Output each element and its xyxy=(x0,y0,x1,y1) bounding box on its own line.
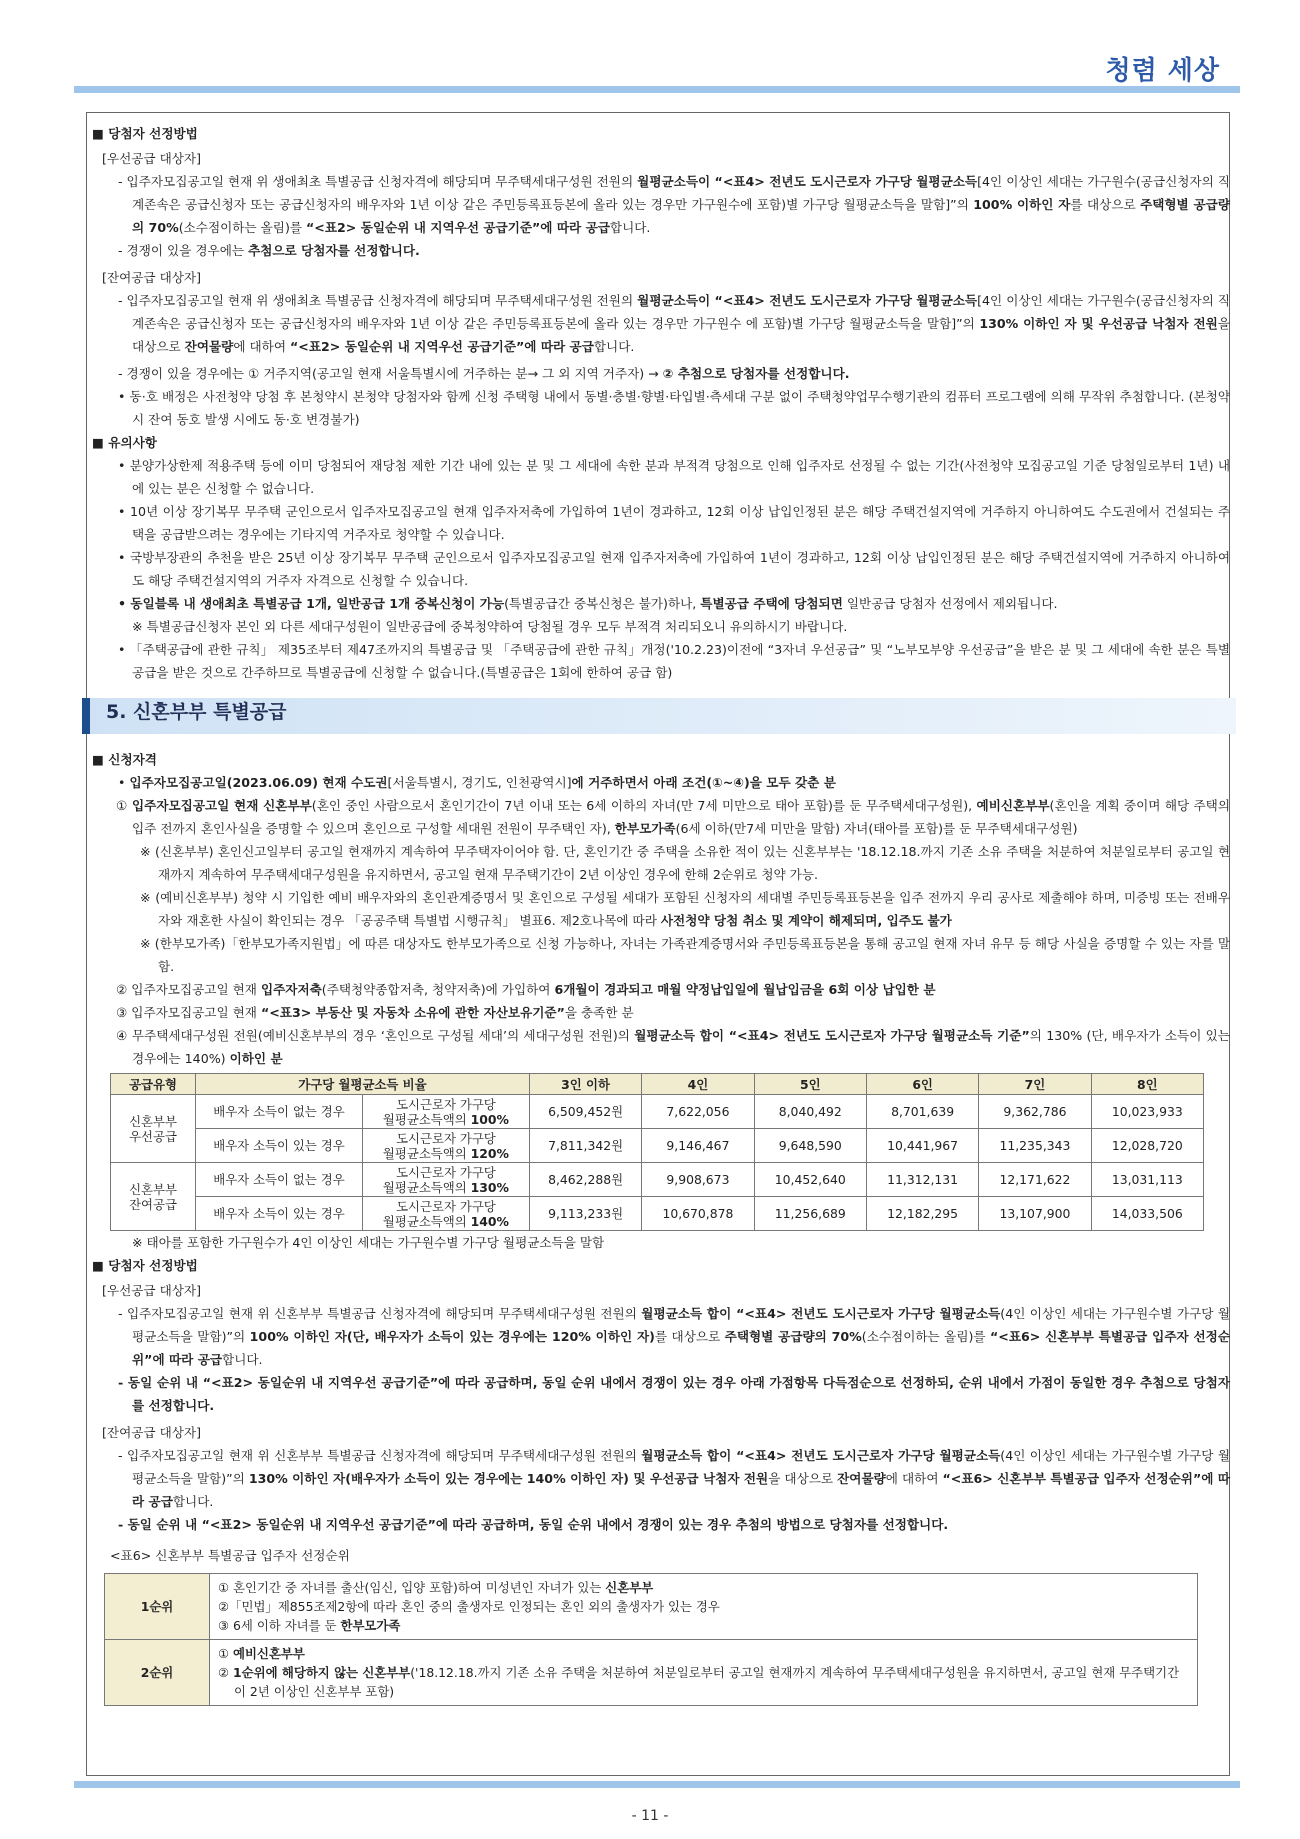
text: 도시근로자 가구당 xyxy=(396,1096,496,1112)
text: 예비신혼부부 xyxy=(976,798,1050,813)
income-header: 6인 xyxy=(866,1074,978,1095)
text: (혼인 중인 사람으로서 혼인기간이 7년 이내 또는 6세 이하의 자녀(만 7세 미만으로 태아 포함)를 둔 무주택세대구성원), xyxy=(311,798,977,813)
value-cell: 7,811,342원 xyxy=(529,1129,641,1163)
text: 를 대상으로 xyxy=(654,1329,725,1344)
text: 도시근로자 가구당 xyxy=(396,1164,496,1180)
text: “<표6> 신혼부부 특별공급 입주자 선정순위”에 따라 공급 xyxy=(132,1471,1230,1509)
income-header: 5인 xyxy=(754,1074,866,1095)
condition-2 xyxy=(100,978,1230,1001)
rank-table-title: <표6> 신혼부부 특별공급 입주자 선정순위 xyxy=(110,1548,350,1563)
priority-desc xyxy=(100,170,1230,239)
remain-desc xyxy=(100,289,1230,358)
logo-text: 청렴 세상 xyxy=(1105,56,1220,86)
value-cell: 10,023,933 xyxy=(1091,1095,1203,1129)
text: 추첨으로 당첨자를 선정합니다. xyxy=(248,243,420,258)
value-cell: 12,182,295 xyxy=(866,1197,978,1231)
text: 월평균소득 합이 “<표4> 전년도 도시근로자 가구당 월평균소득 xyxy=(641,1448,1001,1463)
text: 합니다. xyxy=(172,1494,214,1509)
condition-1 xyxy=(100,794,1230,840)
income-header: 공급유형 xyxy=(111,1074,196,1095)
page-content xyxy=(92,122,1230,1706)
text: 6개월이 경과되고 매월 약정납입일에 월납입금을 6회 이상 납입한 분 xyxy=(554,982,936,997)
text: 월평균소득액의 xyxy=(382,1179,471,1195)
text: 한부모가족 xyxy=(614,821,676,836)
caution-4 xyxy=(100,592,1230,615)
caution-5: • 「주택공급에 관한 규칙」 제35조부터 제47조까지의 특별공급 및 「주택공급에 관한 규칙」개정('10.2.23)이전에 “3자녀 우선공급” 및 “노부모부양 우선공급”을 받은 분 및 그 세대에 속한 분은 특별공급을 받은 것으로 간주하므로 특별공급에 신청할 수 없습니다.(특별공급은 1회에 한하여 공급 함) xyxy=(118,642,1230,680)
ratio-cell xyxy=(362,1095,529,1129)
table-row xyxy=(111,1129,1204,1163)
ratio-cell xyxy=(362,1163,529,1197)
text: 월평균소득액의 xyxy=(382,1111,471,1127)
text: ④ 무주택세대구성원 전원(예비신혼부부의 경우 ‘혼인으로 구성될 세대’의 세대구성원 전원)의 xyxy=(116,1028,635,1043)
text: 월평균소득액의 xyxy=(382,1213,471,1229)
value-cell: 12,028,720 xyxy=(1091,1129,1203,1163)
value-cell: 11,235,343 xyxy=(979,1129,1091,1163)
text: (6세 이하(만7세 미만을 말함) 자녀(태아를 포함)를 둔 무주택세대구성원) xyxy=(675,821,1078,836)
top-bar xyxy=(74,86,1240,93)
text: 100% 이하인 자 xyxy=(973,197,1071,212)
text: - 입주자모집공고일 현재 위 신혼부부 특별공급 신청자격에 해당되며 무주택세대구성원 전원의 xyxy=(118,1448,642,1463)
value-cell: 13,031,113 xyxy=(1091,1163,1203,1197)
condition-1-note-3: ※ (한부모가족)「한부모가족지원법」에 따른 대상자도 한부모가족으로 신청 가능하나, 자녀는 가족관계증명서와 주민등록표등본을 통해 공고일 현재 자녀 유무 등 해당 사실을 증명할 수 있는 자를 말함. xyxy=(140,936,1230,974)
rank-line xyxy=(218,1616,1189,1635)
text: 합니다. xyxy=(222,1352,263,1367)
text: 주택형별 공급량의 70% xyxy=(724,1329,862,1344)
text: 한부모가족 xyxy=(340,1618,401,1633)
rank-content xyxy=(210,1574,1198,1640)
text: [4인 이상인 세대는 가구원수(공급신청자의 직계존속은 공급신청자 또는 공급신청자의 배우자와 1년 이상 같은 주민등록표등본에 올라 있는 경우만 가구원수 에 포함)별 가구당 월평균소득을 말함]”의 xyxy=(132,293,1230,331)
value-cell: 9,908,673 xyxy=(642,1163,754,1197)
newlywed-priority-competition: - 동일 순위 내 “<표2> 동일순위 내 지역우선 공급기준”에 따라 공급하며, 동일 순위 내에서 경쟁이 있는 경우 아래 가점항목 다득점순으로 선정하되, 순위 내에서 가점이 동일한 경우 추첨으로 당첨자를 선정합니다. xyxy=(118,1375,1230,1413)
text: (주택청약종합저축, 청약저축)에 가입하여 xyxy=(321,982,555,997)
value-cell: 6,509,452원 xyxy=(529,1095,641,1129)
rank-content xyxy=(210,1640,1198,1706)
text: ③ 입주자모집공고일 현재 xyxy=(116,1005,261,1020)
rank-line xyxy=(218,1644,1189,1663)
text: 를 대상으로 xyxy=(1070,197,1141,212)
caution-1: • 분양가상한제 적용주택 등에 이미 당첨되어 재당첨 제한 기간 내에 있는 분 및 그 세대에 속한 분과 부적격 당첨으로 인해 입주자로 선정될 수 없는 기간(사전청약 모집공고일 기준 당첨일로부터 1년) 내에 있는 분은 신청할 수 없습니다. xyxy=(118,458,1230,496)
caution-note: ※ 특별공급신청자 본인 외 다른 세대구성원이 일반공급에 중복청약하여 당첨될 경우 모두 부적격 처리되오니 유의하시기 바랍니다. xyxy=(132,619,848,634)
text: 에 거주하면서 아래 조건(①~④)을 모두 갖춘 분 xyxy=(571,775,836,790)
text: 입주자모집공고일(2023.06.09) 현재 수도권 xyxy=(129,775,388,790)
text: 잔여물량 xyxy=(184,339,234,354)
bottom-bar xyxy=(74,1781,1240,1788)
text: 의 130% (단, 배우자가 소득이 있는 경우에는 140%) xyxy=(132,1028,1230,1066)
value-cell: 8,040,492 xyxy=(754,1095,866,1129)
rank-line xyxy=(218,1578,1189,1597)
rank-line xyxy=(218,1663,1189,1701)
condition-4 xyxy=(100,1024,1230,1070)
page-number: - 11 - xyxy=(631,1808,669,1824)
text: ③ 6세 이하 자녀를 둔 xyxy=(218,1618,341,1633)
value-cell: 11,256,689 xyxy=(754,1197,866,1231)
text: (소수점이하는 올림)를 xyxy=(178,220,307,235)
text: - 경쟁이 있을 경우에는 xyxy=(118,243,249,258)
text: 이하인 분 xyxy=(229,1051,283,1066)
ratio-cell xyxy=(362,1197,529,1231)
condition-1-note-1: ※ (신혼부부) 혼인신고일부터 공고일 현재까지 계속하여 무주택자이어야 함. 단, 혼인기간 중 주택을 소유한 적이 있는 신혼부부는 '18.12.18.까지 기존 소유 주택을 처분하여 처분일로부터 공고일 현재까지 계속하여 무주택세대구성원을 유지하면서, 공고일 현재 무주택기간이 2년 이상인 경우에 한해 2순위로 청약 가능. xyxy=(140,844,1230,882)
text: 을 대상으로 xyxy=(768,1471,838,1486)
text: 특별공급 주택에 당첨되면 xyxy=(700,596,843,611)
text: (4인 이상인 세대는 가구원수별 가구당 월평균소득을 말함)”의 xyxy=(132,1306,1230,1344)
text: 잔여물량 xyxy=(837,1471,886,1486)
text: 을 충족한 분 xyxy=(564,1005,634,1020)
text: 합니다. xyxy=(593,339,635,354)
rank-label: 1순위 xyxy=(105,1574,210,1640)
text: 월평균소득 합이 “<표4> 전년도 도시근로자 가구당 월평균소득 xyxy=(641,1306,1001,1321)
newlywed-priority-desc xyxy=(100,1302,1230,1371)
rank-line: ②「민법」제855조제2항에 따라 혼인 중의 출생자로 인정되는 혼인 외의 출생자가 있는 경우 xyxy=(218,1599,720,1614)
text: 예비신혼부부 xyxy=(233,1646,305,1661)
table-row xyxy=(105,1640,1198,1706)
condition-1-note-2 xyxy=(106,886,1230,932)
text: - 입주자모집공고일 현재 위 생애최초 특별공급 신청자격에 해당되며 무주택세대구성원 전원의 xyxy=(118,293,638,308)
rank-label: 2순위 xyxy=(105,1640,210,1706)
caution-2: • 10년 이상 장기복무 무주택 군인으로서 입주자모집공고일 현재 입주자저축에 가입하여 1년이 경과하고, 12회 이상 납입인정된 분은 해당 주택건설지역에 거주하지 아니하여도 수도권에서 건설되는 주택을 공급받으려는 경우에는 기타지역 거주자로 청약할 수 있습니다. xyxy=(118,504,1230,542)
priority-competition xyxy=(100,239,1230,262)
text: 주택형별 공급량의 70% xyxy=(132,197,1231,235)
text: ② 입주자모집공고일 현재 xyxy=(116,982,261,997)
text: 도시근로자 가구당 xyxy=(396,1130,496,1146)
text: 140% xyxy=(470,1213,509,1229)
supply-type-cell: 신혼부부 잔여공급 xyxy=(111,1163,196,1231)
condition-cell: 배우자 소득이 있는 경우 xyxy=(196,1197,363,1231)
text: 월평균소득액의 xyxy=(382,1145,471,1161)
text: • 동일블록 내 생애최초 특별공급 1개, 일반공급 1개 중복신청이 가능 xyxy=(118,596,505,611)
value-cell: 10,441,967 xyxy=(866,1129,978,1163)
income-header: 7인 xyxy=(979,1074,1091,1095)
value-cell: 8,462,288원 xyxy=(529,1163,641,1197)
text: 1순위에 해당하지 않는 신혼부부 xyxy=(233,1665,411,1680)
text: ① xyxy=(218,1646,234,1661)
text: 에 대하여 xyxy=(233,339,291,354)
remain-competition xyxy=(100,362,1230,385)
text: 사전청약 당첨 취소 및 계약이 해제되며, 입주도 불가 xyxy=(660,913,952,928)
ratio-cell xyxy=(362,1129,529,1163)
text: [서울특별시, 경기도, 인천광역시] xyxy=(387,775,572,790)
income-header-row xyxy=(111,1074,1204,1095)
text: 100% 이하인 자(단, 배우자가 소득이 있는 경우에는 120% 이하인 자) xyxy=(249,1329,655,1344)
text: 입주자모집공고일 현재 신혼부부 xyxy=(132,798,312,813)
value-cell: 10,452,640 xyxy=(754,1163,866,1197)
section-5-title-text: 5. 신혼부부 특별공급 xyxy=(106,701,287,723)
table-row xyxy=(111,1197,1204,1231)
text: 에 대하여 xyxy=(885,1471,943,1486)
value-cell: 9,113,233원 xyxy=(529,1197,641,1231)
text: 월평균소득이 “<표4> 전년도 도시근로자 가구당 월평균소득 xyxy=(637,293,978,308)
text: 130% 이하인 자 및 우선공급 낙첨자 전원 xyxy=(979,316,1218,331)
text: (특별공급간 중복신청은 불가)하나, xyxy=(504,596,701,611)
text: 월평균소득이 “<표4> 전년도 도시근로자 가구당 월평균소득 xyxy=(637,174,978,189)
newlywed-remain-desc xyxy=(100,1444,1230,1513)
text: (소수점이하는 올림)를 xyxy=(861,1329,991,1344)
text: 일반공급 당첨자 선정에서 제외됩니다. xyxy=(842,596,1058,611)
condition-cell: 배우자 소득이 없는 경우 xyxy=(196,1095,363,1129)
text: “<표2> 동일순위 내 지역우선 공급기준”에 따라 공급 xyxy=(290,339,594,354)
text: ② 추첨으로 당첨자를 선정합니다. xyxy=(662,366,850,381)
text: “<표3> 부동산 및 자동차 소유에 관한 자산보유기준” xyxy=(260,1005,565,1020)
newlywed-remain-competition: - 동일 순위 내 “<표2> 동일순위 내 지역우선 공급기준”에 따라 공급하며, 동일 순위 내에서 경쟁이 있는 경우 추첨의 방법으로 당첨자를 선정합니다. xyxy=(118,1517,949,1532)
income-table xyxy=(110,1073,1204,1231)
caution-heading: ■ 유의사항 xyxy=(92,431,1230,454)
value-cell: 12,171,622 xyxy=(979,1163,1091,1197)
newlywed-priority-label: [우선공급 대상자] xyxy=(102,1283,201,1298)
text: 130% 이하인 자(배우자가 소득이 있는 경우에는 140% 이하인 자) 및 우선공급 낙첨자 전원 xyxy=(248,1471,769,1486)
value-cell: 13,107,900 xyxy=(979,1197,1091,1231)
text: 입주자저축 xyxy=(260,982,322,997)
income-table-note: ※ 태아를 포함한 가구원수가 4인 이상인 세대는 가구원수별 가구당 월평균소득을 말함 xyxy=(132,1235,605,1250)
value-cell: 9,146,467 xyxy=(642,1129,754,1163)
text: 120% xyxy=(470,1145,509,1161)
section-5-title xyxy=(82,698,1236,734)
text: 130% xyxy=(470,1179,509,1195)
text: 100% xyxy=(470,1111,509,1127)
newlywed-selection-heading: ■ 당첨자 선정방법 xyxy=(92,1254,1230,1277)
text: 월평균소득 합이 “<표4> 전년도 도시근로자 가구당 월평균소득 기준” xyxy=(634,1028,1030,1043)
priority-label: [우선공급 대상자] xyxy=(102,151,201,166)
value-cell: 7,622,056 xyxy=(642,1095,754,1129)
value-cell: 14,033,506 xyxy=(1091,1197,1203,1231)
value-cell: 11,312,131 xyxy=(866,1163,978,1197)
text: • xyxy=(118,775,130,790)
rank-table xyxy=(104,1573,1198,1706)
condition-3 xyxy=(100,1001,1230,1024)
text: (혼인을 계획 중이며 해당 주택의 입주 전까지 혼인사실을 증명할 수 있으며 혼인으로 구성할 세대원 전원이 무주택인 자), xyxy=(132,798,1230,836)
text: ※ (예비신혼부부) 청약 시 기입한 예비 배우자와의 혼인관계증명서 및 혼인으로 구성될 세대가 포함된 신청자의 세대별 주민등록표등본을 입주 전까지 우리 공사로 제출해야 하며, 미증빙 또는 전배우자와 재혼한 사실이 확인되는 경우 「공공주택 특별법 시행규칙」 별표6. 제2호나목에 따라 xyxy=(140,890,1230,928)
value-cell: 9,648,590 xyxy=(754,1129,866,1163)
text: [4인 이상인 세대는 가구원수(공급신청자의 직계존속은 공급신청자 또는 공급신청자의 배우자와 1년 이상 같은 주민등록표등본에 올라 있는 경우만 가구원수에 포함)별 가구당 월평균소득을 말함]”의 xyxy=(132,174,1230,212)
text: - 경쟁이 있을 경우에는 ① 거주지역(공고일 현재 서울특별시에 거주하는 분→ 그 외 지역 거주자) → xyxy=(118,366,663,381)
table-row xyxy=(111,1163,1204,1197)
condition-cell: 배우자 소득이 있는 경우 xyxy=(196,1129,363,1163)
text: ① 혼인기간 중 자녀를 출산(임신, 입양 포함)하여 미성년인 자녀가 있는 xyxy=(218,1580,606,1595)
text: ① xyxy=(116,798,132,813)
text: 을 대상으로 xyxy=(132,316,1231,354)
text: “<표2> 동일순위 내 지역우선 공급기준”에 따라 공급 xyxy=(306,220,610,235)
text: ('18.12.18.까지 기존 소유 주택을 처분하여 처분일로부터 공고일 현재까지 계속하여 무주택세대구성원을 유지하면서, 공고일 현재 무주택기간이 2년 이상인 신혼부부 포함) xyxy=(234,1665,1180,1699)
selection-method-heading: ■ 당첨자 선정방법 xyxy=(92,122,1230,145)
remain-label: [잔여공급 대상자] xyxy=(102,270,201,285)
logo xyxy=(1105,50,1220,87)
condition-cell: 배우자 소득이 없는 경우 xyxy=(196,1163,363,1197)
income-header: 8인 xyxy=(1091,1074,1203,1095)
income-header: 가구당 월평균소득 비율 xyxy=(196,1074,530,1095)
income-header: 4인 xyxy=(642,1074,754,1095)
caution-3: • 국방부장관의 추천을 받은 25년 이상 장기복무 무주택 군인으로서 입주자모집공고일 현재 입주자저축에 가입하여 1년이 경과하고, 12회 이상 납입인정된 분은 해당 주택건설지역에 거주하지 아니하여도 해당 주택건설지역의 거주자 자격으로 신청할 수 있습니다. xyxy=(118,550,1230,588)
table-row xyxy=(111,1095,1204,1129)
value-cell: 8,701,639 xyxy=(866,1095,978,1129)
text: - 입주자모집공고일 현재 위 신혼부부 특별공급 신청자격에 해당되며 무주택세대구성원 전원의 xyxy=(118,1306,642,1321)
text: 신혼부부 xyxy=(605,1580,654,1595)
newlywed-remain-label: [잔여공급 대상자] xyxy=(102,1425,201,1440)
eligibility-intro xyxy=(100,771,1230,794)
text: - 입주자모집공고일 현재 위 생애최초 특별공급 신청자격에 해당되며 무주택세대구성원 전원의 xyxy=(118,174,638,189)
supply-type-cell: 신혼부부 우선공급 xyxy=(111,1095,196,1163)
eligibility-heading: ■ 신청자격 xyxy=(92,748,1230,771)
text: “<표6> 신혼부부 특별공급 입주자 선정순위”에 따라 공급 xyxy=(132,1329,1230,1367)
text: 도시근로자 가구당 xyxy=(396,1198,496,1214)
text: 합니다. xyxy=(609,220,651,235)
value-cell: 9,362,786 xyxy=(979,1095,1091,1129)
dongho-note: • 동·호 배정은 사전청약 당첨 후 본청약시 본청약 당첨자와 함께 신청 주택형 내에서 동별·층별·향별·타입별·측세대 구분 없이 주택청약업무수행기관의 컴퓨터 프로그램에 의해 무작위 추첨합니다. (본청약시 잔여 동호 발생 시에도 동·호 변경불가) xyxy=(118,389,1230,427)
table-row xyxy=(105,1574,1198,1640)
value-cell: 10,670,878 xyxy=(642,1197,754,1231)
text: (4인 이상인 세대는 가구원수별 가구당 월평균소득을 말함)”의 xyxy=(132,1448,1230,1486)
income-header: 3인 이하 xyxy=(529,1074,641,1095)
text: ② xyxy=(218,1665,234,1680)
